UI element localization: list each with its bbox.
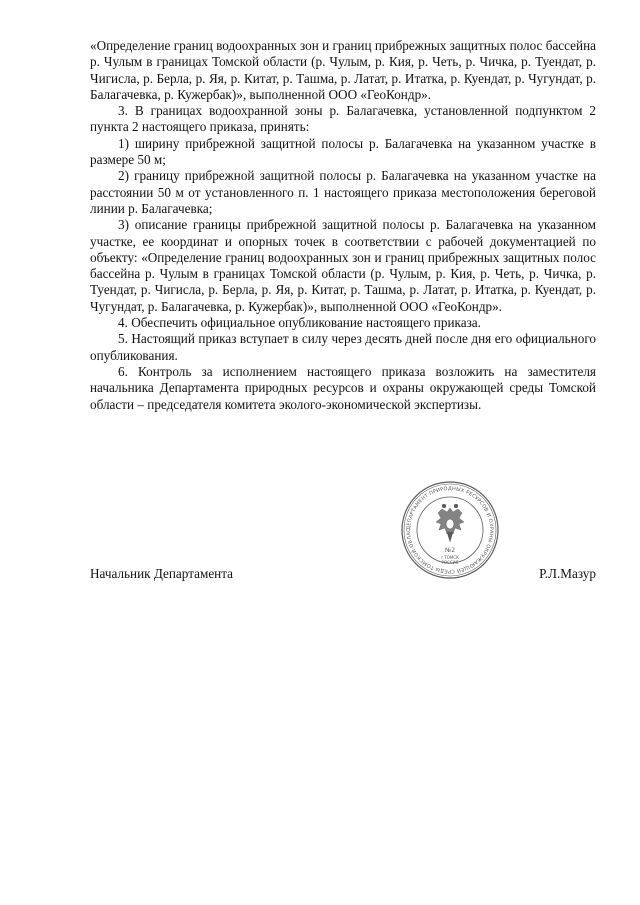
signatory-role: Начальник Департамента [90,566,234,581]
signatory-name: Р.Л.Мазур [539,566,596,581]
stamp-number: №2 [444,547,456,554]
stamp-city: г.ТОМСК [440,555,460,560]
paragraph-subitem-2: 2) границу прибрежной защитной полосы р. Балагачевка на указанном участке на расстоянии 50 м от установленного п. 1 настоящего приказа местоположения береговой линии р. Балагачевка; [90,168,596,216]
stamp-outer-text: ДЕПАРТАМЕНТ ПРИРОДНЫХ РЕСУРСОВ И ОХРАНЫ ОКРУЖАЮЩЕЙ СРЕДЫ ТОМСКОЙ ОБЛАС [405,485,495,575]
paragraph-item-4: 4. Обеспечить официальное опубликование настоящего приказа. [118,315,481,331]
paragraph-1: «Определение границ водоохранных зон и границ прибрежных защитных полос бассейна р. Чулым в границах Томской области (р. Чулым, р. Кия, р. Четь, р. Чичка, р. Туендат, р. Чигисла, р. Берла, р. Яя, р. Китат, р. Ташма, р. Латат, р. Итатка, р. Куендат, р. Чугундат, р. Балагачевка, р. Кужербак)», выполненной ООО «ГеоКондр». [90,38,596,102]
paragraph-item-5: 5. Настоящий приказ вступает в силу через десять дней после дня его официального опубликования. [90,331,596,363]
eagle-emblem-icon [436,504,464,542]
paragraph-subitem-3: 3) описание границы прибрежной защитной полосы р. Балагачевка на указанном участке, ее координат и опорных точек в соответствии с рабочей документацией по объекту: «Определение границ водоохранных зон и границ прибрежных защитных полос бассейна р. Чулым в границах Томской области (р. Чулым, р. Кия, р. Четь, р. Чичка, р. Туендат, р. Чигисла, р. Берла, р. Яя, р. Китат, р. Ташма, р. Латат, р. Итатка, р. Куендат, р. Чугундат, р. Балагачевка, р. Кужербак)», выполненной ООО «ГеоКондр». [90,217,596,314]
paragraph-item-3: 3. В границах водоохранной зоны р. Балагачевка, установленной подпунктом 2 пункта 2 настоящего приказа, принять: [90,103,596,135]
paragraph-item-6: 6. Контроль за исполнением настоящего приказа возложить на заместителя начальника Департамента природных ресурсов и охраны окружающей среды Томской области – председателя комитета эколого-экономической экспертизы. [90,363,596,412]
official-seal-stamp [400,480,500,580]
paragraph-subitem-1: 1) ширину прибрежной защитной полосы р. Балагачевка на указанном участке в размере 50 м; [90,135,596,168]
stamp-country: РОССИЯ [441,560,459,565]
document-body [90,38,596,413]
